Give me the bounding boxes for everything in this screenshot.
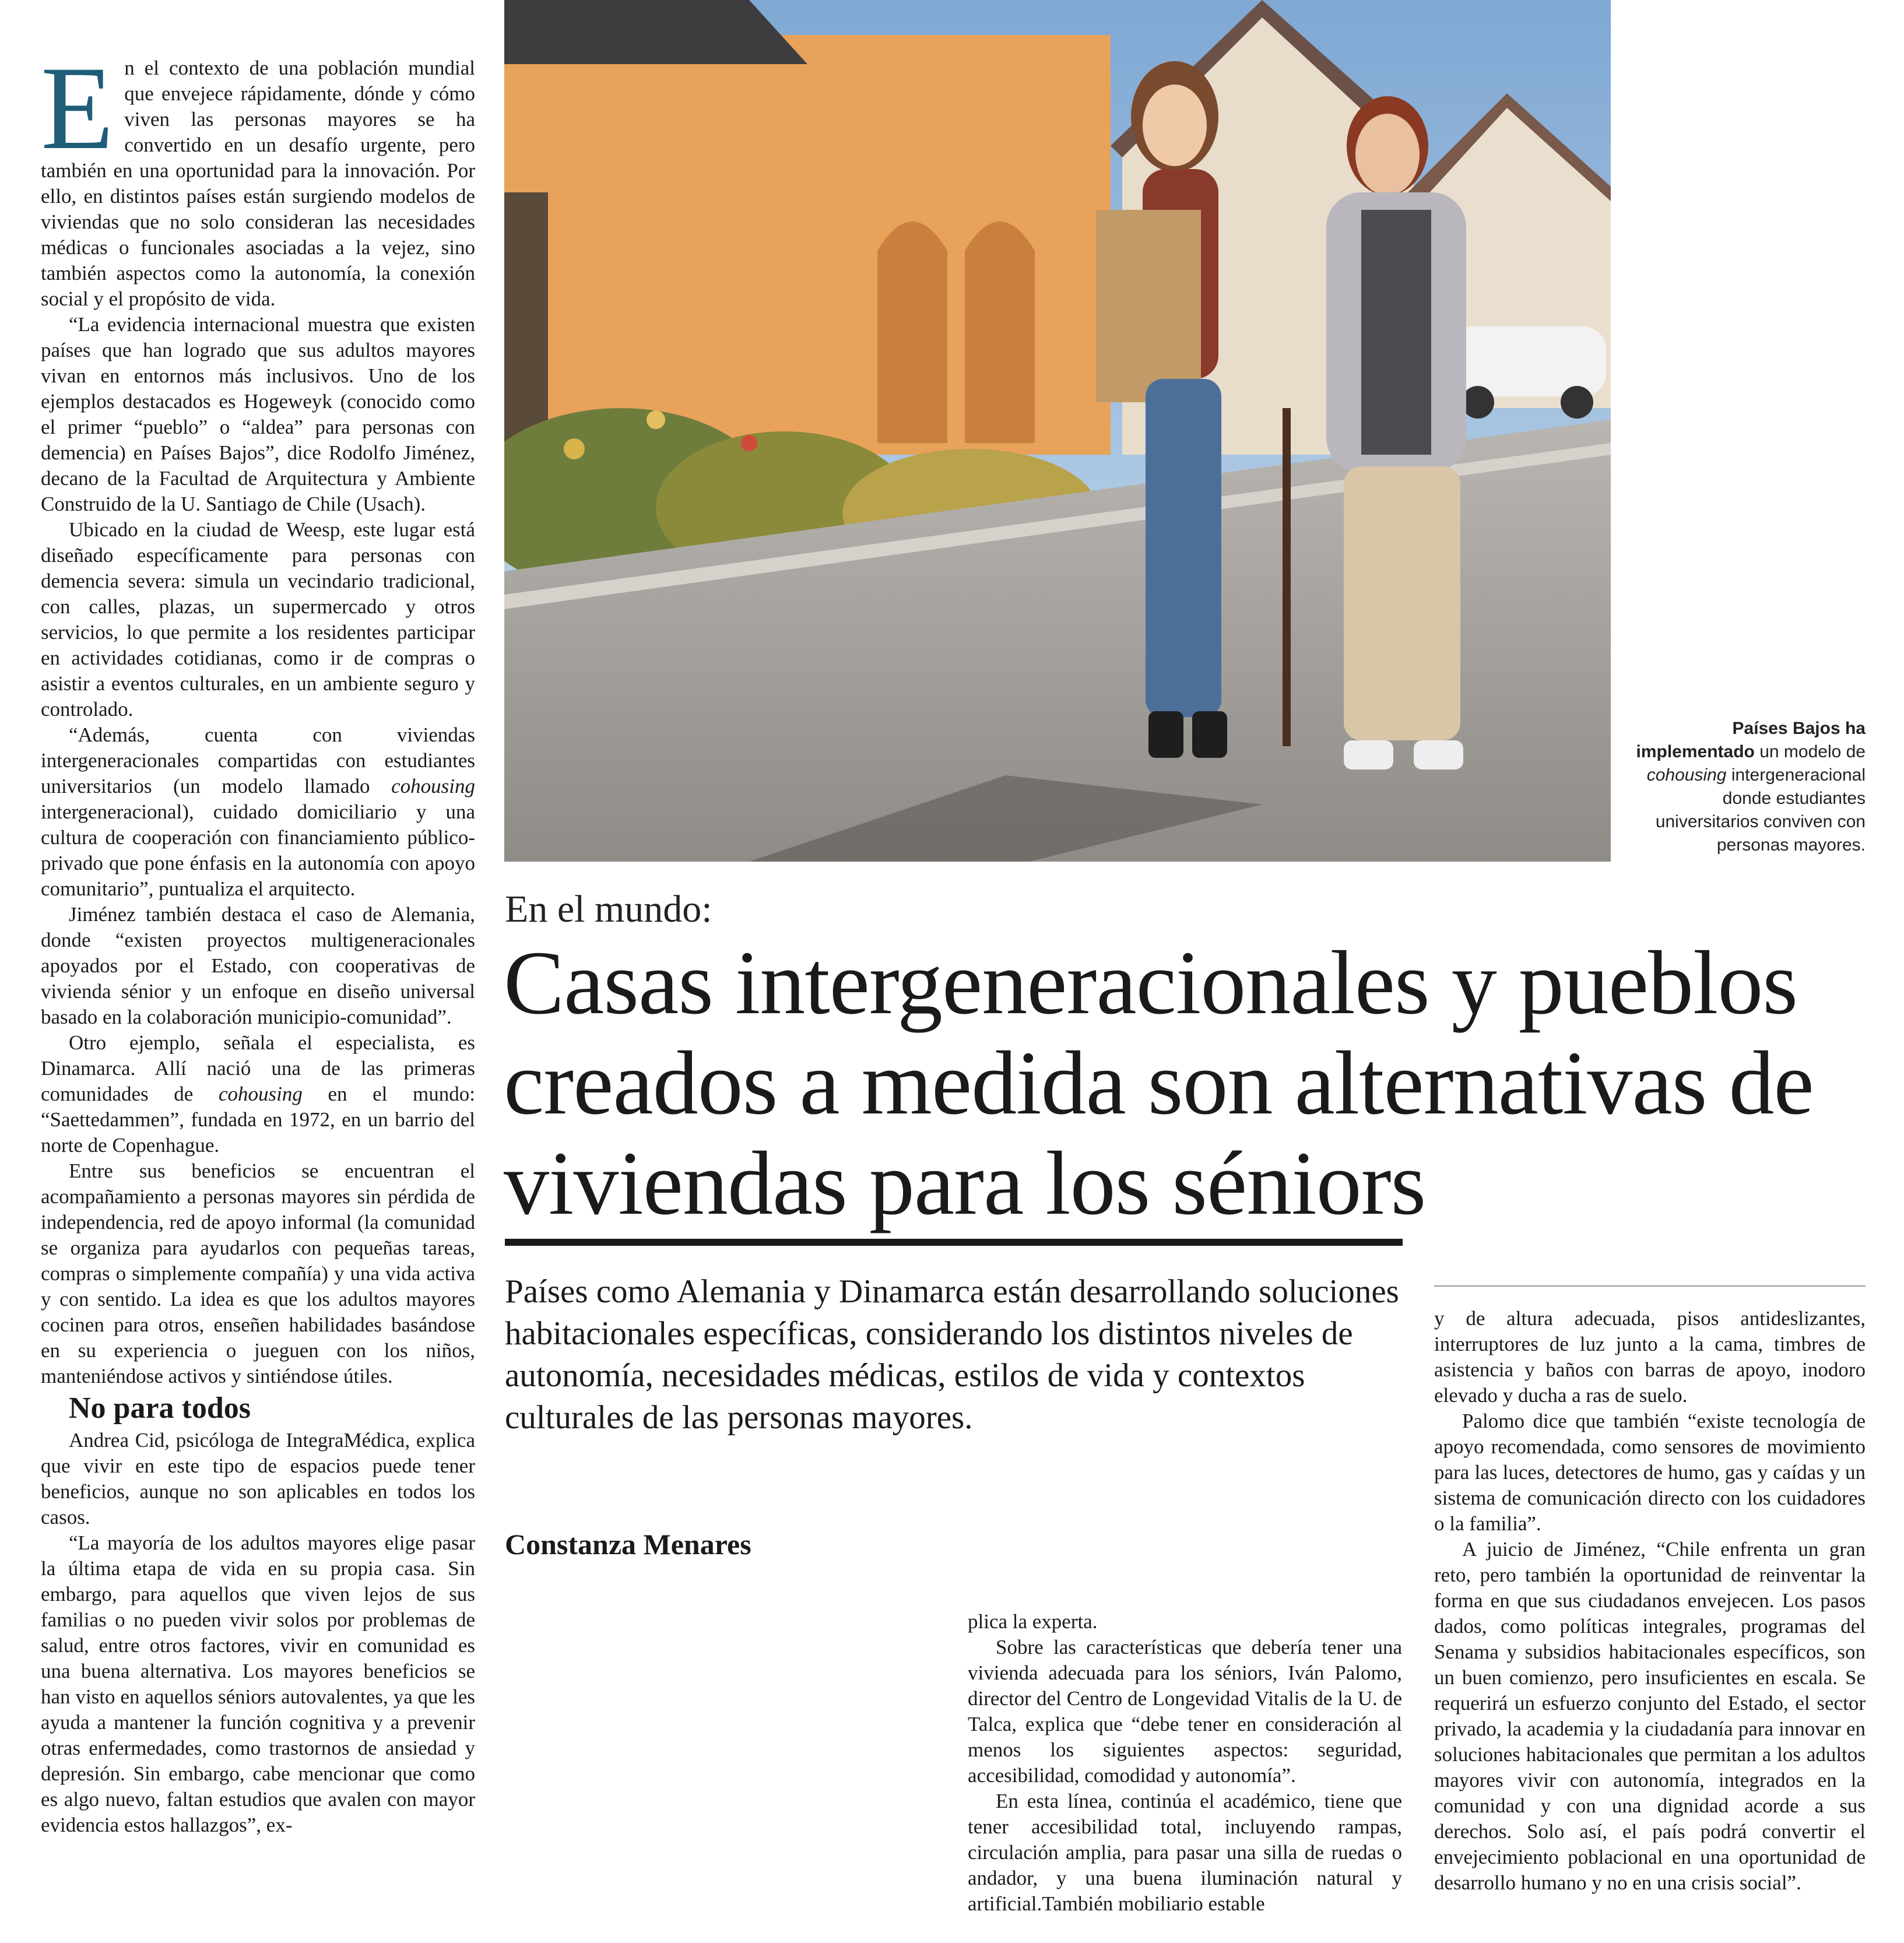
article-paragraph: Ubicado en la ciudad de Weesp, este lugar está diseñado específicamente para personas con demencia severa: simula un vecindario tradicional, con calles, plazas, un supermercado y otros servicios, lo que permite a los residentes participar en actividades cotidianas, como ir de compras o asistir a eventos culturales, en un ambiente seguro y controlado.	[41, 518, 475, 721]
byline: Constanza Menares	[505, 1528, 751, 1561]
drop-cap: E	[41, 42, 114, 174]
caption-italic: cohousing	[1646, 765, 1727, 785]
article-paragraph	[41, 1030, 475, 1158]
subheading: No para todos	[69, 1392, 251, 1425]
italic-term: cohousing	[391, 775, 475, 797]
paragraph-text: n el contexto de una población mundial que envejece rápidamente, dónde y cómo viven las personas mayores se ha convertido en un desafío urgente, pero también en una oportunidad para la innovación. Por ello, en distintos países están surgiendo modelos de viviendas que no solo consideran las necesidades médicas o funcionales asociadas a la vejez, sino también aspectos como la autonomía, la conexión social y el propósito de vida.	[41, 57, 475, 310]
article-paragraph: “La mayoría de los adultos mayores elige pasar la última etapa de vida en su propia casa. Sin embargo, para aquellos que viven lejos de sus familias o no pueden vivir solos por problemas de salud, entre otros factores, vivir en comunidad es una buena alternativa. Los mayores beneficios se han visto en aquellos séniors autovalentes, ya que les ayuda a mantener la función cognitiva y a prevenir otras enfermedades, como trastornos de ansiedad y depresión. Sin embargo, cabe mencionar que como es algo nuevo, faltan estudios que avalen con mayor evidencia estos hallazgos”, ex-	[41, 1531, 475, 1836]
paragraph-text: intergeneracional), cuidado domiciliario y una cultura de cooperación con financiamiento público-privado que pone énfasis en la autonomía con apoyo comunitario”, puntualiza el arquitecto.	[41, 800, 475, 900]
article-paragraph: “La evidencia internacional muestra que existen países que han logrado que sus adultos mayores vivan en entornos más inclusivos. Uno de los ejemplos destacados es Hogeweyk (conocido como el primer “pueblo” o “aldea” para personas con demencia) en Países Bajos”, dice Rodolfo Jiménez, decano de la Facultad de Arquitectura y Ambiente Construido de la U. Santiago de Chile (Usach).	[41, 313, 475, 515]
article-paragraph: Entre sus beneficios se encuentran el acompañamiento a personas mayores sin pérdida de independencia, red de apoyo informal (la comunidad se organiza para ayudarlos con pequeñas tareas, compras o simplemente compañía) y una vida activa y con sentido. La idea es que los adultos mayores cocinen para otros, enseñen habilidades basándose en su experiencia o jueguen con los niños, manteniéndose activos y sintiéndose útiles.	[41, 1160, 475, 1387]
italic-term: cohousing	[218, 1083, 303, 1105]
article-paragraph: A juicio de Jiménez, “Chile enfrenta un gran reto, pero también la oportunidad de reinventar la forma en que sus ciudadanos envejecen. Los pasos dados, como políticas integrales, programas del Senama y subsidios habitacionales específicos, son un buen comienzo, pero insuficientes en escala. Se requerirá un esfuerzo conjunto del Estado, el sector privado, la academia y la ciudadanía para innovar en soluciones habitacionales que permitan a los adultos mayores vivir con autonomía, integrados en la comunidad y con una dignidad acorde a sus derechos. Solo así, el país podrá convertir el envejecimiento poblacional en una oportunidad de desarrollo humano y no en una crisis social”.	[1434, 1538, 1866, 1894]
article-paragraph: plica la experta.	[968, 1610, 1098, 1633]
article-paragraph	[41, 42, 475, 312]
kicker: En el mundo:	[505, 888, 712, 930]
lead-paragraph: Países como Alemania y Dinamarca están desarrollando soluciones habitacionales específicas, considerando los distintos niveles de autonomía, necesidades médicas, estilos de vida y contextos culturales de las personas mayores.	[505, 1273, 1399, 1436]
headline: Casas intergeneracionales y pueblos creados a medida son alternativas de viviendas para los séniors	[504, 932, 1814, 1234]
article-column-1	[41, 42, 475, 1838]
article-paragraph: Jiménez también destaca el caso de Alemania, donde “existen proyectos multigeneracionales apoyados por el Estado, con cooperativas de vivienda sénior y un enfoque en diseño universal basado en la colaboración municipio-comunidad”.	[41, 903, 475, 1028]
headline-rule	[505, 1239, 1403, 1246]
paragraph-text: Otro ejemplo, señala el especialista, es Dinamarca. Allí nació una de las primeras comunidades de	[41, 1031, 475, 1105]
caption-bold: Países Bajos ha implementado	[1636, 719, 1866, 761]
article-column-3	[1434, 1306, 1866, 1896]
article-paragraph: Andrea Cid, psicóloga de IntegraMédica, explica que vivir en este tipo de espacios puede tener beneficios, aunque no son aplicables en todos los casos.	[41, 1429, 475, 1529]
caption-text: intergeneracional donde estudiantes universitarios conviven con personas mayores.	[1655, 765, 1866, 855]
article-photo	[504, 0, 1611, 862]
article-paragraph: Palomo dice que también “existe tecnología de apoyo recomendada, como sensores de movimiento para las luces, detectores de humo, gas y caídas y un sistema de comunicación directo con los cuidadores o la familia”.	[1434, 1410, 1866, 1535]
article-column-2	[968, 1609, 1402, 1917]
article-paragraph: En esta línea, continúa el académico, tiene que tener accesibilidad total, incluyendo rampas, circulación amplia, para pasar una silla de ruedas o andador, y una buena iluminación natural y artificial.También mobiliario estable	[968, 1790, 1402, 1915]
article-paragraph: y de altura adecuada, pisos antideslizantes, interruptores de luz junto a la cama, timbres de asistencia y baños con barras de apoyo, inodoro elevado y ducha a ras de suelo.	[1434, 1307, 1866, 1407]
caption-text: un modelo de	[1754, 742, 1866, 761]
article-paragraph	[41, 722, 475, 902]
column-rule	[1434, 1285, 1866, 1287]
article-paragraph: Sobre las características que debería tener una vivienda adecuada para los séniors, Iván Palomo, director del Centro de Longevidad Vitalis de la U. de Talca, explica que “debe tener en consideración al menos los siguientes aspectos: seguridad, accesibilidad, comodidad y autonomía”.	[968, 1636, 1402, 1787]
photo-illustration	[504, 0, 1611, 862]
photo-caption	[1621, 717, 1866, 857]
paragraph-text: en el mundo: “Saettedammen”, fundada en 1972, en un barrio del norte de Copenhague.	[41, 1083, 475, 1157]
paragraph-text: “Además, cuenta con viviendas intergeneracionales compartidas con estudiantes universitarios (un modelo llamado	[41, 723, 475, 797]
